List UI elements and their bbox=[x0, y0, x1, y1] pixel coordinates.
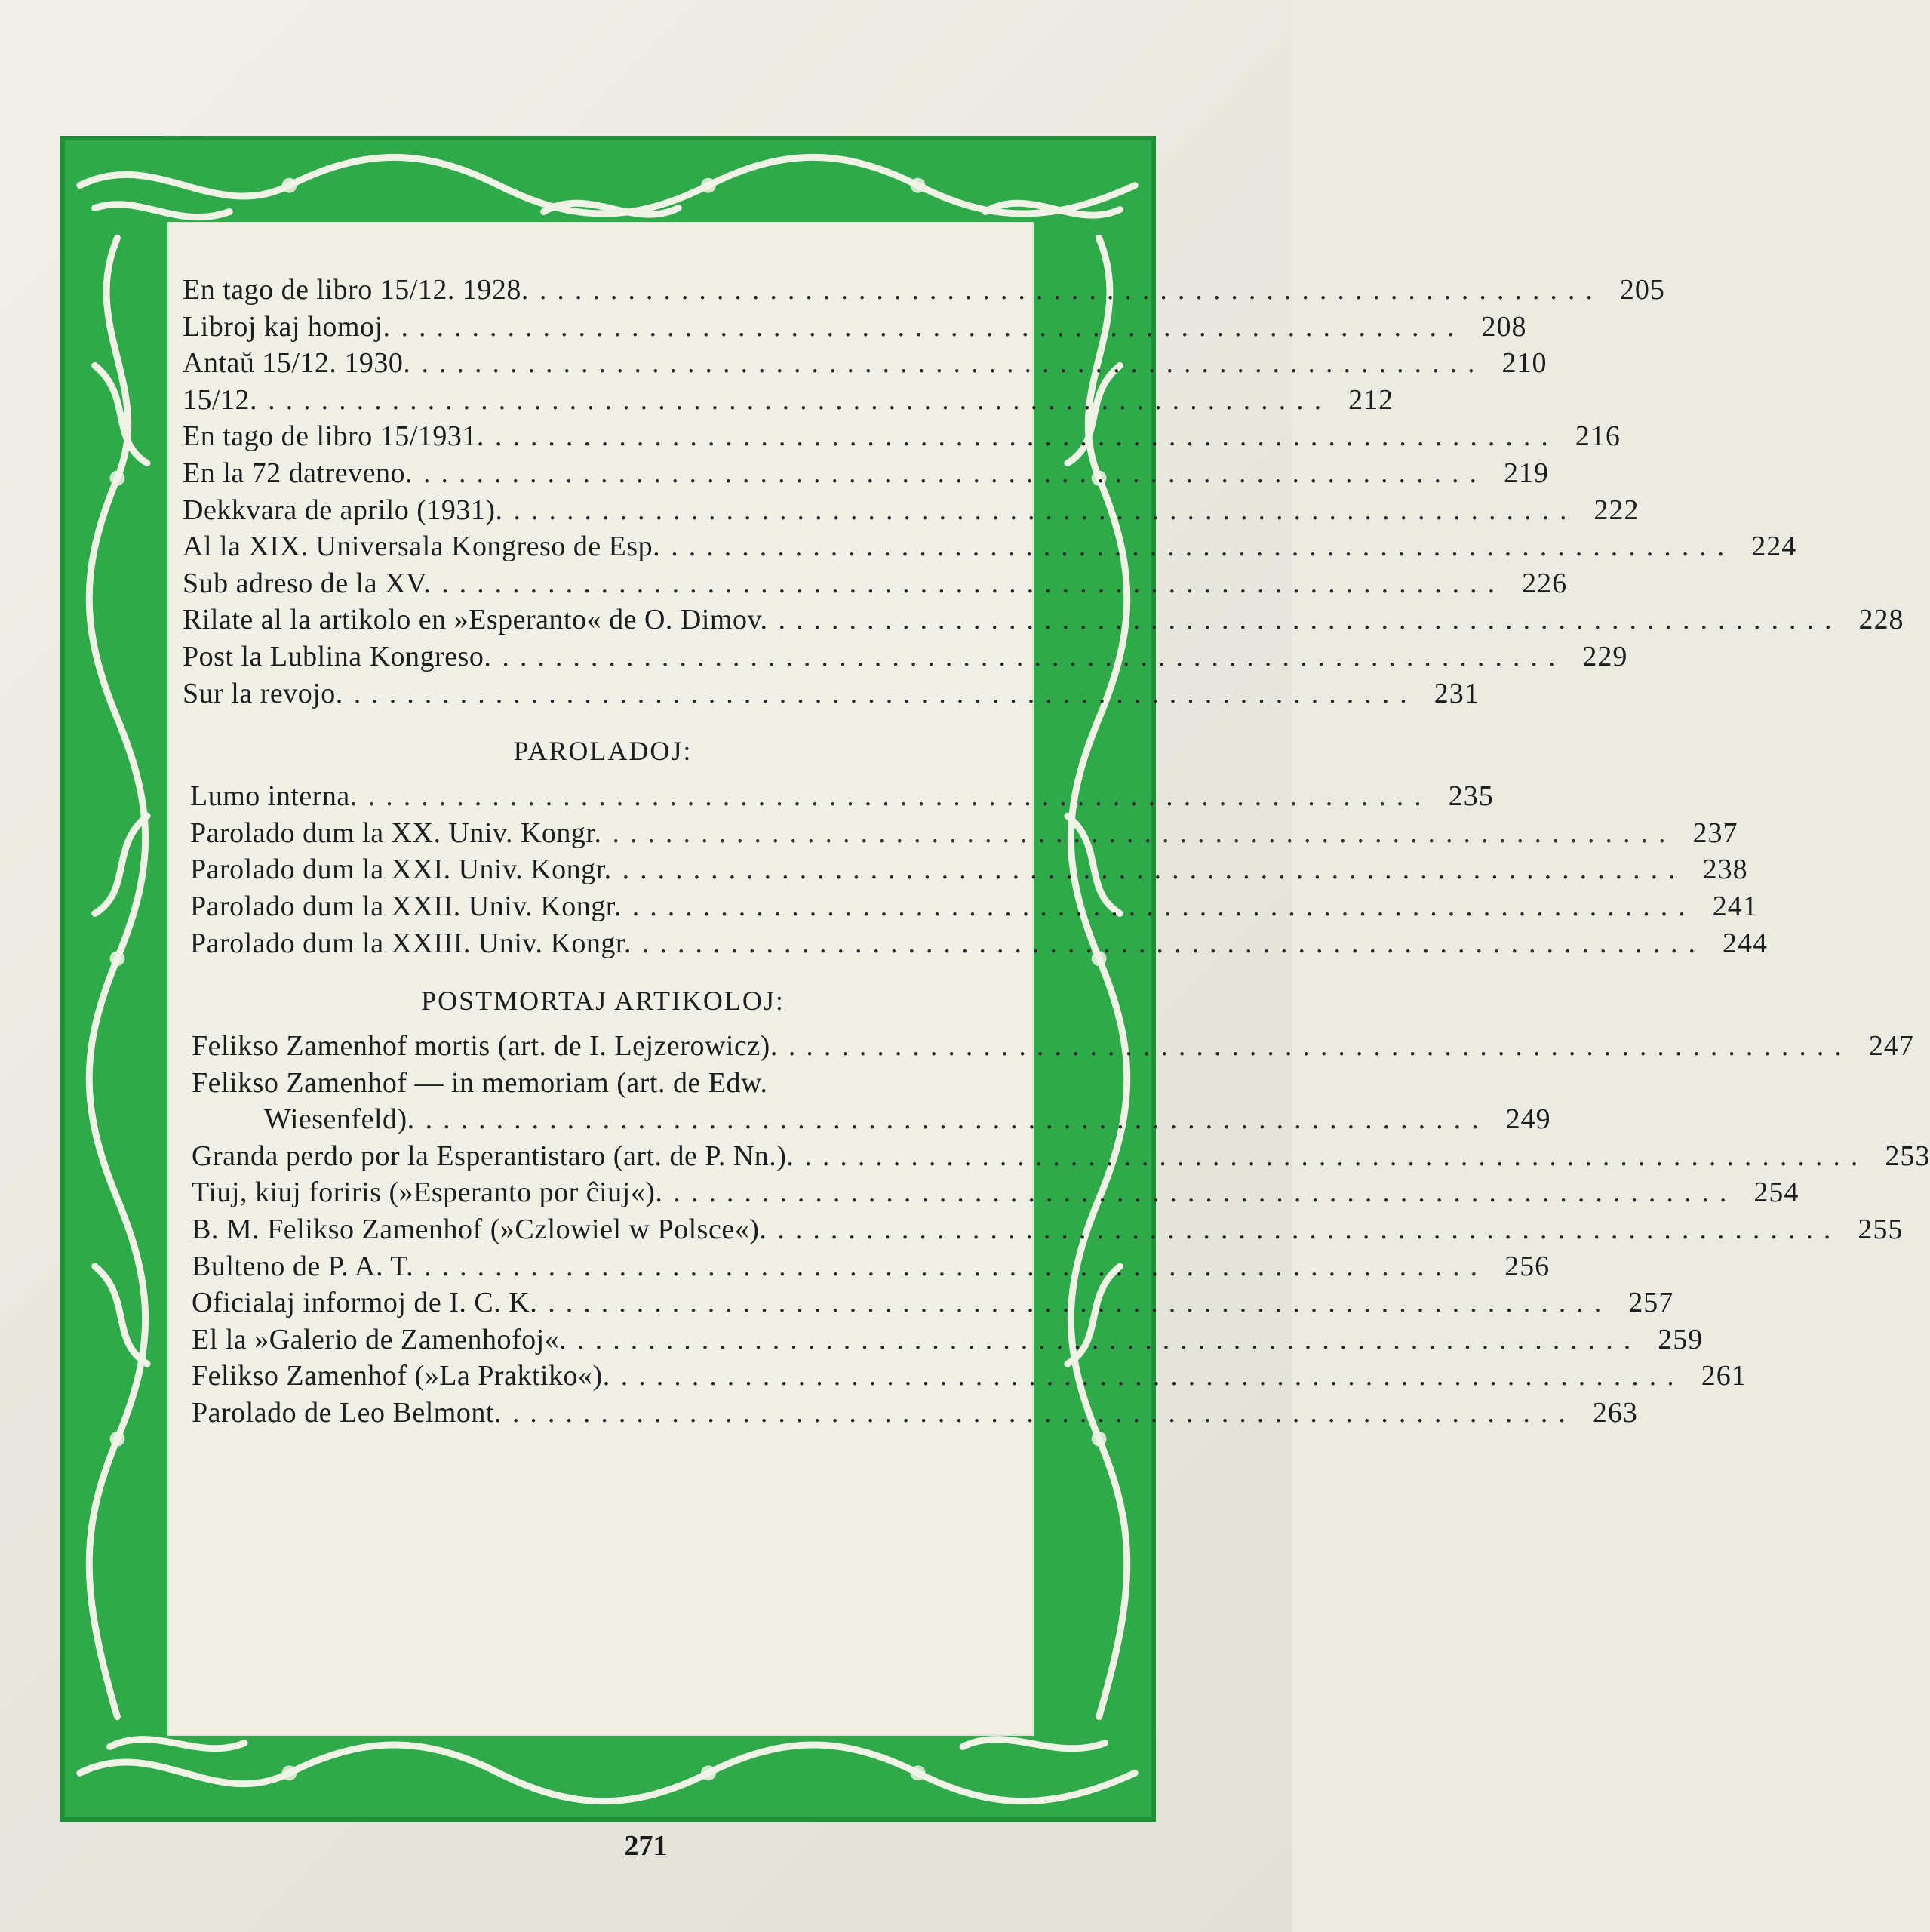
toc-entry-title: Felikso Zamenhof — in memoriam (art. de Edw. bbox=[192, 1066, 768, 1099]
toc-entry bbox=[192, 1321, 1704, 1358]
toc-entry-page: 226 bbox=[1522, 567, 1568, 599]
dot-leader: ............................................................ bbox=[612, 817, 1676, 849]
toc-entry-page: 219 bbox=[1503, 457, 1549, 489]
toc-entry-page: 253 bbox=[1885, 1140, 1930, 1172]
toc-entry-title: En tago de libro 15/12. 1928. bbox=[183, 274, 529, 306]
dot-leader: ............................................................ bbox=[421, 347, 1486, 380]
dot-leader: ............................................................ bbox=[673, 1177, 1738, 1209]
toc-entry-title: Lumo interna. bbox=[190, 780, 358, 813]
toc-entry-page: 247 bbox=[1868, 1030, 1914, 1063]
toc-entry bbox=[192, 1284, 1674, 1321]
toc-entry-title: Felikso Zamenhof (»La Praktiko«). bbox=[192, 1360, 610, 1392]
toc-entry-title: El la »Galerio de Zamenhofoj«. bbox=[192, 1323, 567, 1355]
toc-entry-title: Parolado dum la XX. Univ. Kongr. bbox=[190, 817, 602, 849]
toc-entry-page: 257 bbox=[1628, 1287, 1674, 1319]
dot-leader: ............................................................ bbox=[494, 420, 1559, 453]
toc-entry-page: 208 bbox=[1481, 310, 1527, 343]
dot-leader: ............................................................ bbox=[641, 927, 1706, 959]
dot-leader: ............................................................ bbox=[425, 1103, 1489, 1136]
toc-entry bbox=[183, 309, 1527, 346]
toc-entry-title: 15/12. bbox=[183, 383, 258, 416]
toc-entry-title: Sur la revojo. bbox=[183, 677, 343, 709]
dot-leader: ............................................................ bbox=[441, 567, 1506, 599]
toc-entry-page: 249 bbox=[1505, 1103, 1551, 1136]
toc-entry-title: Tiuj, kiuj foriris (»Esperanto por ĉiuj«). bbox=[192, 1177, 663, 1209]
section-heading-postmortaj: POSTMORTAJ ARTIKOLOJ: bbox=[421, 986, 785, 1017]
toc-entry-title: Granda perdo por la Esperantistaro (art. de P. Nn.). bbox=[192, 1140, 794, 1172]
dot-leader: ............................................................ bbox=[548, 1287, 1612, 1319]
toc-entry bbox=[183, 455, 1549, 492]
toc-entry-title: Bulteno de P. A. T. bbox=[192, 1250, 414, 1282]
toc-entry bbox=[183, 272, 1665, 309]
dot-leader: ............................................................ bbox=[671, 531, 1735, 563]
dot-leader: ............................................................ bbox=[622, 854, 1686, 886]
toc-entry bbox=[183, 418, 1621, 455]
table-of-contents-panel bbox=[167, 222, 1930, 1736]
dot-leader: ............................................................ bbox=[804, 1140, 1869, 1172]
toc-entry-title: Antaŭ 15/12. 1930. bbox=[183, 347, 411, 380]
toc-entry-page: 255 bbox=[1858, 1214, 1904, 1246]
toc-entry-title: Parolado dum la XXII. Univ. Kongr. bbox=[190, 890, 622, 922]
toc-entry bbox=[183, 675, 1480, 712]
page-number: 271 bbox=[624, 1830, 668, 1862]
toc-entry bbox=[183, 528, 1797, 565]
toc-entry-title: Wiesenfeld). bbox=[264, 1103, 415, 1136]
toc-entry-title: En la 72 datreveno. bbox=[183, 457, 413, 489]
toc-entry-page: 224 bbox=[1751, 531, 1797, 563]
toc-section-1 bbox=[183, 272, 1904, 712]
toc-entry bbox=[192, 1248, 1550, 1285]
dot-leader: ............................................................ bbox=[788, 1030, 1852, 1063]
toc-entry-page: 244 bbox=[1722, 927, 1768, 959]
toc-entry bbox=[192, 1101, 1551, 1138]
toc-entry bbox=[183, 492, 1640, 529]
toc-entry-page: 237 bbox=[1692, 817, 1738, 849]
toc-entry bbox=[192, 1065, 1023, 1102]
toc-entry bbox=[192, 1028, 1914, 1065]
toc-entry-title: Oficialaj informoj de I. C. K. bbox=[192, 1287, 538, 1319]
dot-leader: ............................................................ bbox=[401, 310, 1465, 343]
toc-entry-page: 261 bbox=[1701, 1360, 1747, 1392]
dot-leader: ............................................................ bbox=[577, 1323, 1642, 1355]
toc-entry-page: 228 bbox=[1858, 604, 1904, 636]
dot-leader: ............................................................ bbox=[539, 274, 1603, 306]
toc-entry bbox=[192, 1395, 1638, 1432]
toc-entry-page: 256 bbox=[1504, 1250, 1550, 1282]
toc-entry-page: 210 bbox=[1501, 347, 1547, 380]
toc-entry bbox=[192, 1211, 1904, 1248]
section-heading-paroladoj: PAROLADOJ: bbox=[513, 736, 693, 767]
dot-leader: ............................................................ bbox=[423, 457, 1487, 489]
table-of-contents bbox=[183, 272, 1930, 1432]
dot-leader: ............................................................ bbox=[353, 677, 1418, 709]
dot-leader: ............................................................ bbox=[367, 780, 1432, 813]
dot-leader: ............................................................ bbox=[620, 1360, 1685, 1392]
toc-entry-title: En tago de libro 15/1931. bbox=[183, 420, 484, 453]
dot-leader: ............................................................ bbox=[777, 1214, 1842, 1246]
toc-entry-page: 205 bbox=[1619, 274, 1665, 306]
toc-entry-page: 229 bbox=[1582, 640, 1628, 672]
dot-leader: ............................................................ bbox=[632, 890, 1696, 922]
dot-leader: ............................................................ bbox=[512, 1397, 1576, 1429]
toc-entry bbox=[192, 1174, 1799, 1211]
toc-entry-page: 263 bbox=[1592, 1397, 1638, 1429]
dot-leader: ............................................................ bbox=[778, 604, 1842, 636]
toc-entry-title: Al la XIX. Universala Kongreso de Esp. bbox=[183, 531, 661, 563]
dot-leader: ............................................................ bbox=[424, 1250, 1489, 1282]
toc-entry-page: 212 bbox=[1348, 383, 1394, 416]
toc-entry-page: 231 bbox=[1434, 677, 1480, 709]
toc-entry-title: Post la Lublina Kongreso. bbox=[183, 640, 492, 672]
toc-entry-title: Parolado dum la XXIII. Univ. Kongr. bbox=[190, 927, 632, 959]
toc-section-2 bbox=[190, 778, 1768, 961]
toc-entry-title: Rilate al la artikolo en »Esperanto« de O. Dimov. bbox=[183, 604, 768, 636]
dot-leader: ............................................................ bbox=[513, 494, 1578, 526]
toc-entry-title: Libroj kaj homoj. bbox=[183, 310, 391, 343]
toc-entry-page: 238 bbox=[1702, 854, 1748, 886]
toc-entry-title: Dekkvara de aprilo (1931). bbox=[183, 494, 503, 526]
toc-entry bbox=[183, 382, 1394, 419]
toc-entry bbox=[190, 888, 1758, 925]
toc-section-3 bbox=[192, 1028, 1930, 1432]
toc-entry-title: Felikso Zamenhof mortis (art. de I. Lejzerowicz). bbox=[192, 1030, 778, 1063]
toc-entry-title: Parolado de Leo Belmont. bbox=[192, 1397, 502, 1429]
dot-leader: ............................................................ bbox=[268, 383, 1332, 416]
toc-entry-page: 216 bbox=[1575, 420, 1621, 453]
toc-entry bbox=[183, 638, 1628, 675]
toc-entry-page: 222 bbox=[1593, 494, 1640, 526]
toc-entry bbox=[190, 925, 1768, 962]
toc-entry bbox=[190, 815, 1738, 852]
toc-entry bbox=[192, 1358, 1747, 1395]
toc-entry-page: 241 bbox=[1712, 890, 1758, 922]
toc-entry bbox=[190, 778, 1494, 815]
toc-entry bbox=[183, 601, 1904, 638]
toc-entry bbox=[183, 565, 1568, 602]
toc-entry-page: 259 bbox=[1658, 1323, 1704, 1355]
toc-entry bbox=[190, 851, 1748, 888]
toc-entry-page: 235 bbox=[1448, 780, 1494, 813]
toc-entry bbox=[192, 1138, 1930, 1175]
toc-entry-page: 254 bbox=[1753, 1177, 1799, 1209]
dot-leader: ............................................................ bbox=[502, 640, 1566, 672]
toc-entry-title: Sub adreso de la XV. bbox=[183, 567, 432, 599]
toc-entry-title: B. M. Felikso Zamenhof (»Czlowiel w Polsce«). bbox=[192, 1214, 767, 1246]
toc-entry bbox=[183, 345, 1547, 382]
toc-entry-title: Parolado dum la XXI. Univ. Kongr. bbox=[190, 854, 612, 886]
